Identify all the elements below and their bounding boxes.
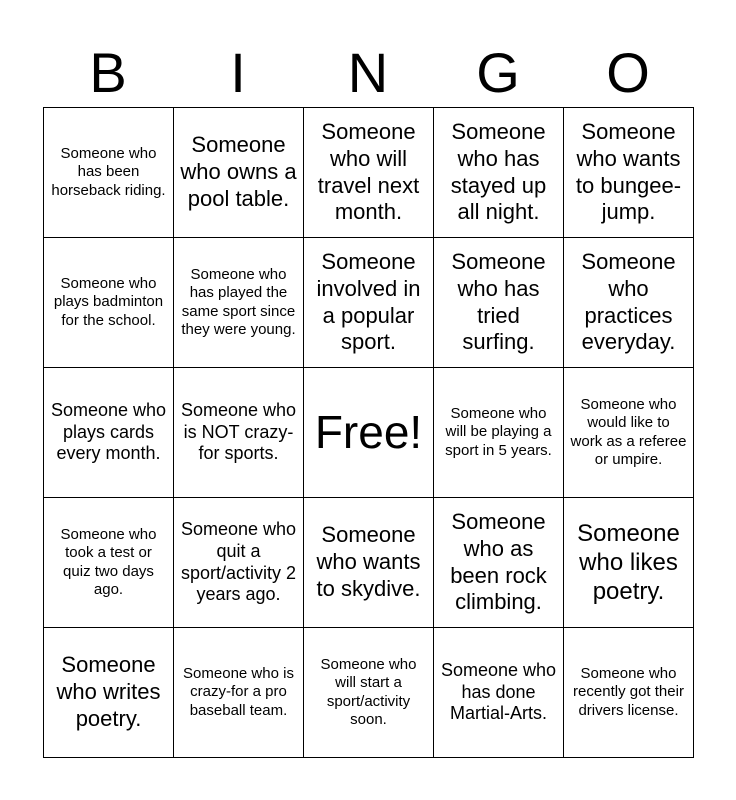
bingo-square[interactable]: Someone who wants to skydive. xyxy=(304,498,434,628)
bingo-square[interactable]: Someone who writes poetry. xyxy=(44,628,174,758)
bingo-square[interactable]: Someone who has played the same sport since they were young. xyxy=(174,238,304,368)
bingo-square[interactable]: Someone who recently got their drivers license. xyxy=(564,628,694,758)
bingo-square[interactable]: Someone who has tried surfing. xyxy=(434,238,564,368)
bingo-square[interactable]: Someone who quit a sport/activity 2 years ago. xyxy=(174,498,304,628)
board-row xyxy=(44,238,694,368)
bingo-square[interactable]: Someone who would like to work as a referee or umpire. xyxy=(564,368,694,498)
bingo-square[interactable]: Someone who owns a pool table. xyxy=(174,108,304,238)
bingo-square[interactable]: Someone who will travel next month. xyxy=(304,108,434,238)
board-row xyxy=(44,368,694,498)
bingo-square[interactable]: Someone who is NOT crazy-for sports. xyxy=(174,368,304,498)
bingo-square[interactable]: Someone who likes poetry. xyxy=(564,498,694,628)
bingo-square[interactable]: Someone who has done Martial-Arts. xyxy=(434,628,564,758)
bingo-square[interactable]: Someone who is crazy-for a pro baseball team. xyxy=(174,628,304,758)
bingo-square[interactable]: Someone involved in a popular sport. xyxy=(304,238,434,368)
header-letter-b: B xyxy=(89,41,127,104)
bingo-square[interactable]: Someone who will start a sport/activity soon. xyxy=(304,628,434,758)
board-row xyxy=(44,628,694,758)
header-letter-n: N xyxy=(347,41,389,104)
bingo-square[interactable]: Someone who as been rock climbing. xyxy=(434,498,564,628)
bingo-square[interactable]: Someone who plays cards every month. xyxy=(44,368,174,498)
bingo-square[interactable]: Someone who will be playing a sport in 5 years. xyxy=(434,368,564,498)
bingo-square[interactable]: Someone who practices everyday. xyxy=(564,238,694,368)
board-row xyxy=(44,498,694,628)
free-square[interactable]: Free! xyxy=(304,368,434,498)
bingo-square[interactable]: Someone who plays badminton for the school. xyxy=(44,238,174,368)
bingo-square[interactable]: Someone who took a test or quiz two days ago. xyxy=(44,498,174,628)
board-row xyxy=(44,108,694,238)
bingo-board xyxy=(43,107,694,758)
bingo-header xyxy=(43,42,693,104)
header-letter-i: I xyxy=(230,41,246,104)
bingo-square[interactable]: Someone who wants to bungee-jump. xyxy=(564,108,694,238)
bingo-square[interactable]: Someone who has been horseback riding. xyxy=(44,108,174,238)
header-letter-o: O xyxy=(606,41,650,104)
header-letter-g: G xyxy=(476,41,520,104)
bingo-square[interactable]: Someone who has stayed up all night. xyxy=(434,108,564,238)
